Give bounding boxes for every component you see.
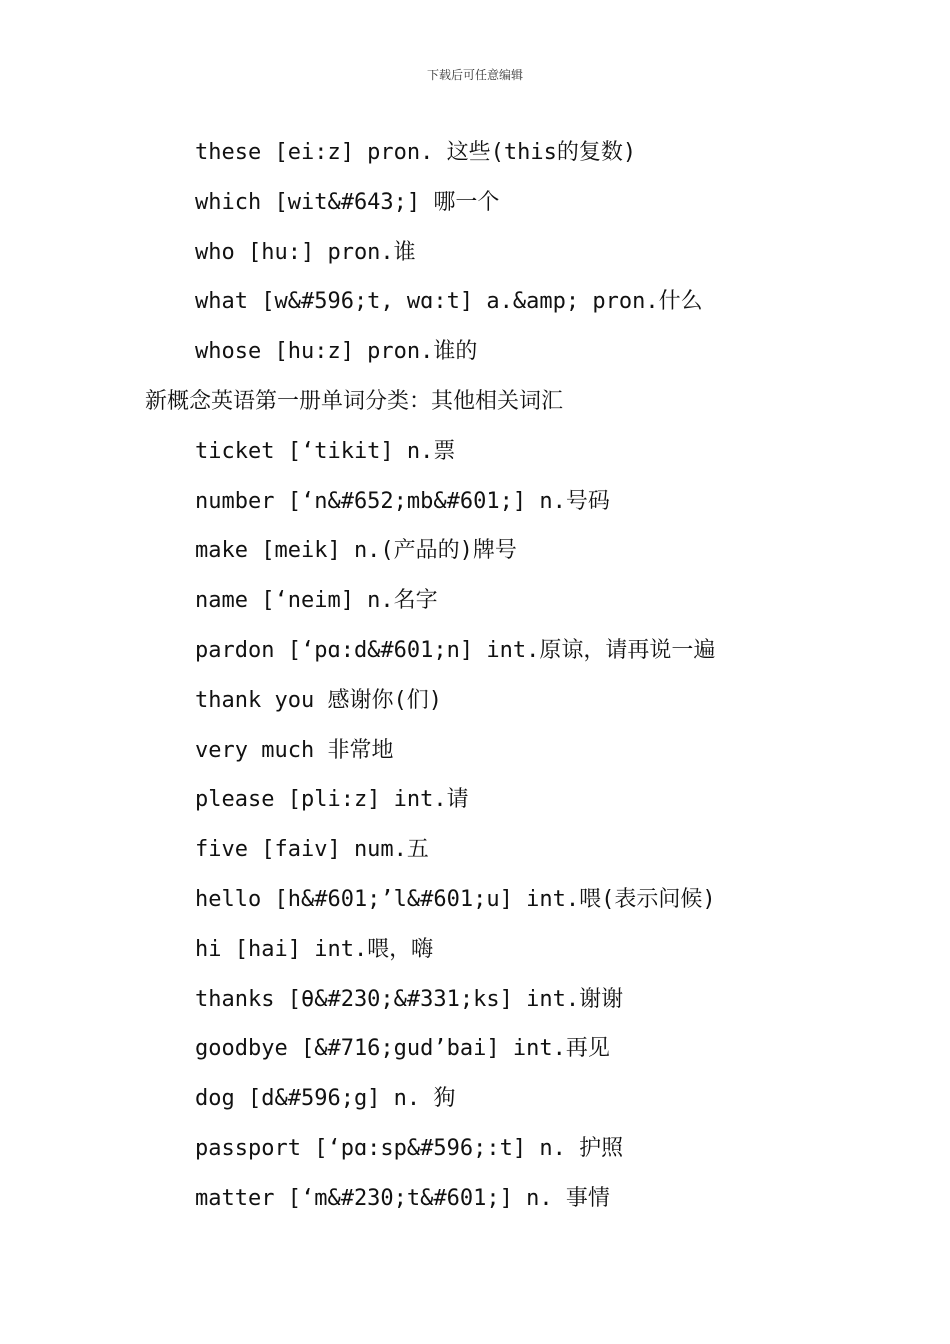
vocab-entry: number [‘n&#652;mb&#601;] n.号码 [195,488,610,514]
vocab-entry: matter [‘m&#230;t&#601;] n. 事情 [195,1185,610,1211]
vocab-entry: thank you 感谢你(们) [195,687,442,713]
section-heading: 新概念英语第一册单词分类：其他相关词汇 [145,388,564,414]
vocab-entry: these [ei:z] pron. 这些(this的复数) [195,140,637,165]
vocab-entry: make [meik] n.(产品的)牌号 [195,538,517,564]
vocab-entry: five [faiv] num.五 [195,837,429,863]
vocab-entry: hi [hai] int.喂，嗨 [195,936,434,962]
vocab-entry: please [pli:z] int.请 [195,787,469,813]
vocab-entry: name [‘neim] n.名字 [195,588,438,614]
vocab-entry: passport [‘pɑ:sp&#596;:t] n. 护照 [195,1135,624,1161]
vocabulary-list [0,128,950,1224]
vocab-entry: ticket [‘tikit] n.票 [195,438,456,464]
vocab-entry: thanks [θ&#230;&#331;ks] int.谢谢 [195,986,624,1012]
vocab-entry: goodbye [&#716;gud’bai] int.再见 [195,1036,610,1062]
vocab-entry: hello [h&#601;’l&#601;u] int.喂(表示问候) [195,886,716,912]
vocab-entry: which [wit&#643;] 哪一个 [195,189,500,215]
vocab-entry: whose [hu:z] pron.谁的 [195,339,478,365]
vocab-entry: pardon [‘pɑ:d&#601;n] int.原谅，请再说一遍 [195,637,716,663]
vocab-entry: very much 非常地 [195,737,394,763]
vocab-entry: dog [d&#596;g] n. 狗 [195,1086,456,1112]
vocab-entry: what [w&#596;t, wɑ:t] a.&amp; pron.什么 [195,289,703,315]
page-header: 下载后可任意编辑 [426,68,523,82]
vocab-entry: who [hu:] pron.谁 [195,239,416,265]
